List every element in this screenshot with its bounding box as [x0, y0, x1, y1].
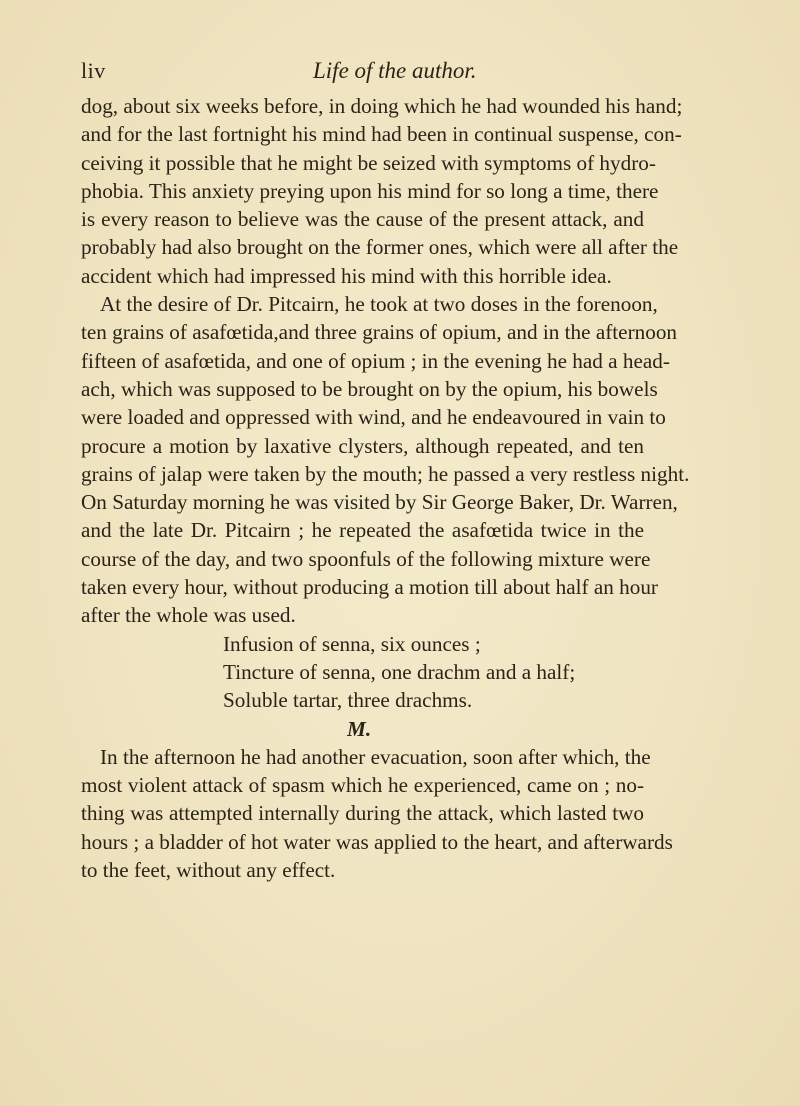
text-line: course of the day, and two spoonfuls of the following mixture were: [81, 546, 651, 571]
page-number: liv: [81, 58, 106, 83]
text-line: were loaded and oppressed with wind, and he endeavoured in vain to: [81, 405, 666, 430]
text-line: and the late Dr. Pitcairn ; he repeated the asafœtida twice in the: [81, 518, 644, 543]
text-line: ceiving it possible that he might be seized with symptoms of hydro-: [81, 150, 656, 175]
text-line: probably had also brought on the former ones, which were all after the: [81, 235, 679, 260]
text-line: most violent attack of spasm which he experienced, came on ; no-: [81, 773, 644, 798]
text-line: At the desire of Dr. Pitcairn, he took at two doses in the forenoon,: [100, 292, 658, 317]
text-line: after the whole was used.: [81, 603, 296, 628]
text-line: In the afternoon he had another evacuation, soon after which, the: [100, 744, 651, 769]
prescription: [81, 630, 644, 715]
text-line: thing was attempted internally during the attack, which lasted two: [81, 801, 644, 826]
running-head: Life of the author.: [313, 58, 477, 83]
text-line: is every reason to believe was the cause of the present attack, and: [81, 207, 644, 232]
prescription-item: Tincture of senna, one drachm and a half;: [223, 659, 576, 684]
text-line: procure a motion by laxative clysters, although repeated, and ten: [81, 433, 644, 458]
text-line: ten grains of asafœtida,and three grains of opium, and in the afternoon: [81, 320, 678, 345]
text-line: phobia. This anxiety preying upon his mind for so long a time, there: [81, 178, 659, 203]
paragraph-treatment: [81, 290, 690, 630]
text-line: ach, which was supposed to be brought on by the opium, his bowels: [81, 376, 658, 401]
text-line: and for the last fortnight his mind had been in continual suspense, con-: [81, 122, 682, 147]
prescription-mark: M.: [347, 716, 372, 741]
text-line: to the feet, without any effect.: [81, 858, 336, 883]
body-text: [81, 92, 690, 884]
text-line: taken every hour, without producing a motion till about half an hour: [81, 575, 658, 600]
paragraph-continuation: [81, 92, 683, 290]
text-line: grains of jalap were taken by the mouth; he passed a very restless night.: [81, 461, 690, 486]
page-header: [81, 58, 641, 90]
paragraph-attack: [81, 743, 673, 884]
prescription-item: Infusion of senna, six ounces ;: [223, 631, 481, 656]
text-line: dog, about six weeks before, in doing which he had wounded his hand;: [81, 94, 683, 118]
text-line: On Saturday morning he was visited by Sir George Baker, Dr. Warren,: [81, 490, 678, 515]
text-line: hours ; a bladder of hot water was applied to the heart, and afterwards: [81, 829, 673, 854]
text-line: fifteen of asafœtida, and one of opium ; in the evening he had a head-: [81, 348, 670, 373]
prescription-item: Soluble tartar, three drachms.: [223, 688, 473, 713]
text-line: accident which had impressed his mind with this horrible idea.: [81, 263, 612, 288]
